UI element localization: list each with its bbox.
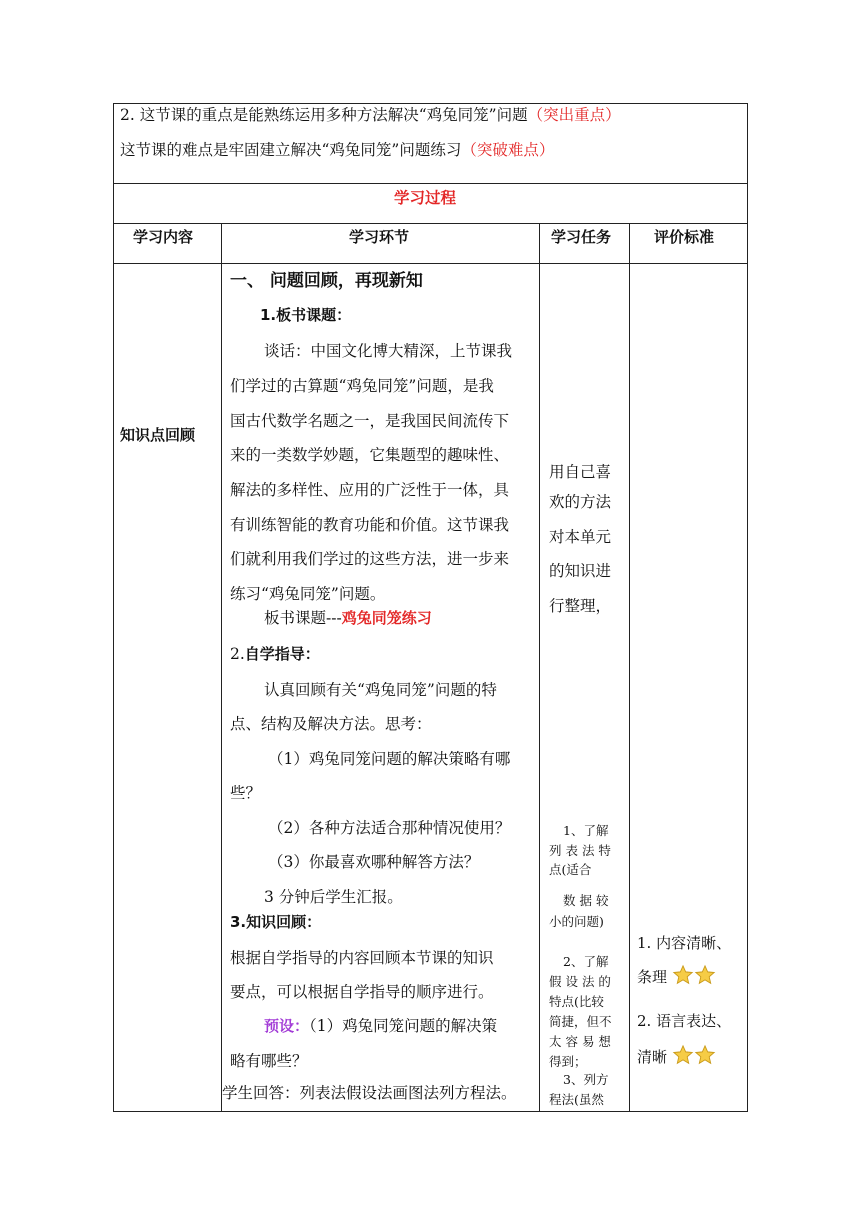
question-3: （3）你最喜欢哪种解答方法？ (268, 853, 480, 871)
criterion-1: 1. 内容清晰、 (637, 934, 732, 952)
guide-line: 点、结构及解决方法。思考： (230, 715, 432, 733)
preset-line: 预设：（1）鸡兔同笼问题的解决策 (264, 1017, 498, 1035)
step-2-title: 2.自学指导： (230, 645, 320, 663)
section-title: 学习过程 (394, 189, 457, 207)
row-divider (114, 183, 747, 184)
row-divider (114, 223, 747, 224)
step-heading: 一、 问题回顾，再现新知 (230, 271, 423, 291)
header-content: 学习内容 (133, 228, 194, 246)
star-icon (694, 964, 716, 986)
report-line: 3 分钟后学生汇报。 (264, 888, 403, 906)
difficult-point-line: 这节课的难点是牢固建立解决“鸡兔同笼”问题练习（突破难点） (120, 141, 555, 159)
star-icon (672, 1044, 694, 1066)
col-divider (539, 223, 540, 1111)
review-line: 要点，可以根据自学指导的顺序进行。 (230, 983, 494, 1001)
content-cell: 知识点回顾 (120, 426, 196, 444)
col-divider (629, 223, 630, 1111)
review-line: 根据自学指导的内容回顾本节课的知识 (230, 949, 494, 967)
header-criteria: 评价标准 (654, 228, 715, 246)
header-steps: 学习环节 (349, 228, 410, 246)
step-1-title: 1.板书课题： (260, 306, 352, 324)
criterion-2: 2. 语言表达、 (637, 1012, 732, 1030)
row-divider (114, 263, 747, 264)
question-1: （1）鸡兔同笼问题的解决策略有哪 (268, 750, 511, 768)
col-divider (221, 223, 222, 1111)
criterion-2-cont: 清晰 (637, 1044, 716, 1067)
question-1-cont: 些？ (230, 784, 262, 802)
criterion-1-cont: 条理 (637, 964, 716, 987)
question-2: （2）各种方法适合那种情况使用？ (268, 819, 511, 837)
star-icon (694, 1044, 716, 1066)
key-point-line: 2. 这节课的重点是能熟练运用多种方法解决“鸡兔同笼”问题（突出重点） (120, 106, 621, 124)
star-icon (672, 964, 694, 986)
guide-line: 认真回顾有关“鸡兔同笼”问题的特 (264, 681, 497, 699)
topic-line: 板书课题---鸡兔同笼练习 (264, 609, 432, 627)
preset-line-cont: 略有哪些？ (230, 1052, 308, 1070)
step-3-title: 3.知识回顾： (230, 913, 322, 931)
answer-line: 学生回答：列表法假设法画图法列方程法。 (222, 1084, 517, 1102)
header-task: 学习任务 (551, 228, 612, 246)
